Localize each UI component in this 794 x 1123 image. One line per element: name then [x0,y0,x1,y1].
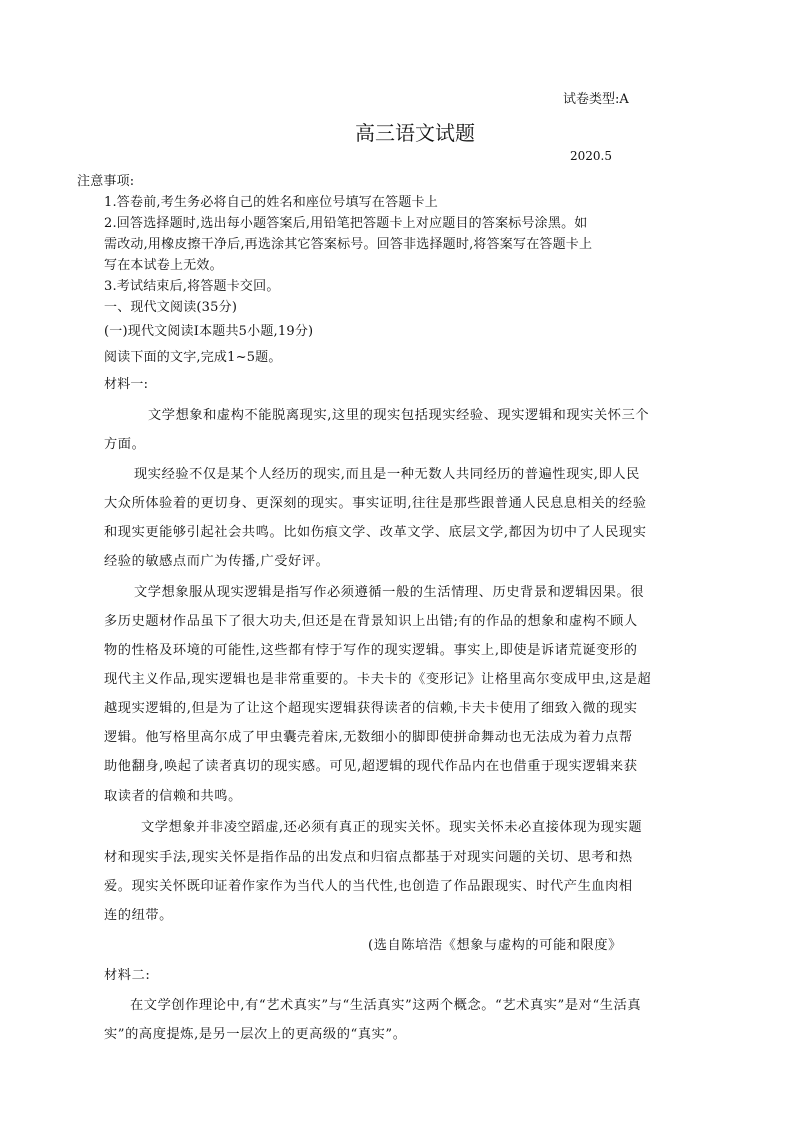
section-instruction: 阅读下面的文字,完成1~5题。 [104,350,282,365]
material-line: 现实经验不仅是某个人经历的现实,而且是一种无数人共同经历的普遍性现实,即人民 [134,467,640,482]
material-label: 材料一: [104,377,149,392]
material-line: 取读者的信赖和共鸣。 [104,789,242,804]
exam-type: 试卷类型:A [563,92,629,107]
material-line: 连的纽带。 [104,908,173,923]
material-line: 多历史题材作品虽下了很大功夫,但还是在背景知识上出错;有的作品的想象和虚构不顾人 [104,614,638,629]
material-line: 文学想象和虚构不能脱离现实,这里的现实包括现实经验、现实逻辑和现实关怀三个 [148,408,650,423]
material-line: 实”的高度提炼,是另一层次上的更高级的“真实”。 [104,1027,407,1042]
material-label: 材料二: [104,968,151,983]
material-line: 材和现实手法,现实关怀是指作品的出发点和归宿点都基于对现实问题的关切、思考和热 [104,850,633,865]
material-line: 和现实更能够引起社会共鸣。比如伤痕文学、改革文学、底层文学,都因为切中了人民现实 [104,525,647,540]
notes-line: 需改动,用橡皮擦干净后,再选涂其它答案标号。回答非选择题时,将答案写在答题卡上 [104,237,593,252]
notes-line: 1.答卷前,考生务必将自己的姓名和座位号填写在答题卡上 [104,195,438,210]
material-line: 爱。现实关怀既印证着作家作为当代人的当代性,也创造了作品跟现实、时代产生血肉相 [104,879,633,894]
notes-heading: 注意事项: [77,174,135,189]
material-line: 越现实逻辑的,但是为了让这个超现实逻辑获得读者的信赖,卡夫卡使用了细致入微的现实 [104,701,638,716]
page-title: 高三语文试题 [355,121,475,145]
material-line: 文学想象并非凌空蹈虚,还必须有真正的现实关怀。现实关怀未必直接体现为现实题 [141,820,643,835]
material-line: 文学想象服从现实逻辑是指写作必须遵循一般的生活情理、历史背景和逻辑因果。很 [134,585,645,600]
material-source: (选自陈培浩《想象与虚构的可能和限度》 [368,938,622,953]
section-heading: 一、现代文阅读(35分) [104,300,238,315]
notes-line: 2.回答选择题时,选出每小题答案后,用铅笔把答题卡上对应题目的答案标号涂黑。如 [104,216,588,231]
exam-date: 2020.5 [570,149,612,163]
notes-line: 写在本试卷上无效。 [104,258,223,273]
material-line: 在文学创作理论中,有“艺术真实”与“生活真实”这两个概念。“艺术真实”是对“生活真 [130,998,642,1013]
material-line: 现代主义作品,现实逻辑也是非常重要的。卡夫卡的《变形记》让格里高尔变成甲虫,这是超 [104,672,652,687]
material-line: 逻辑。他写格里高尔成了甲虫囊壳着床,无数细小的脚即使拼命舞动也无法成为着力点帮 [104,730,633,745]
material-line: 经验的敏感点而广为传播,广受好评。 [104,554,330,569]
material-line: 助他翻身,唤起了读者真切的现实感。可见,超逻辑的现代作品内在也借重于现实逻辑来获 [104,759,638,774]
material-line: 物的性格及环境的可能性,这些都有悖于写作的现实逻辑。事实上,即使是诉诸荒诞变形的 [104,643,638,658]
section-subheading: (一)现代文阅读Ⅰ本题共5小题,19分) [104,324,314,339]
material-line: 方面。 [104,437,146,452]
notes-line: 3.考试结束后,将答题卡交回。 [104,279,280,294]
material-line: 大众所体验着的更切身、更深刻的现实。事实证明,往往是那些跟普通人民息息相关的经验 [104,496,647,511]
